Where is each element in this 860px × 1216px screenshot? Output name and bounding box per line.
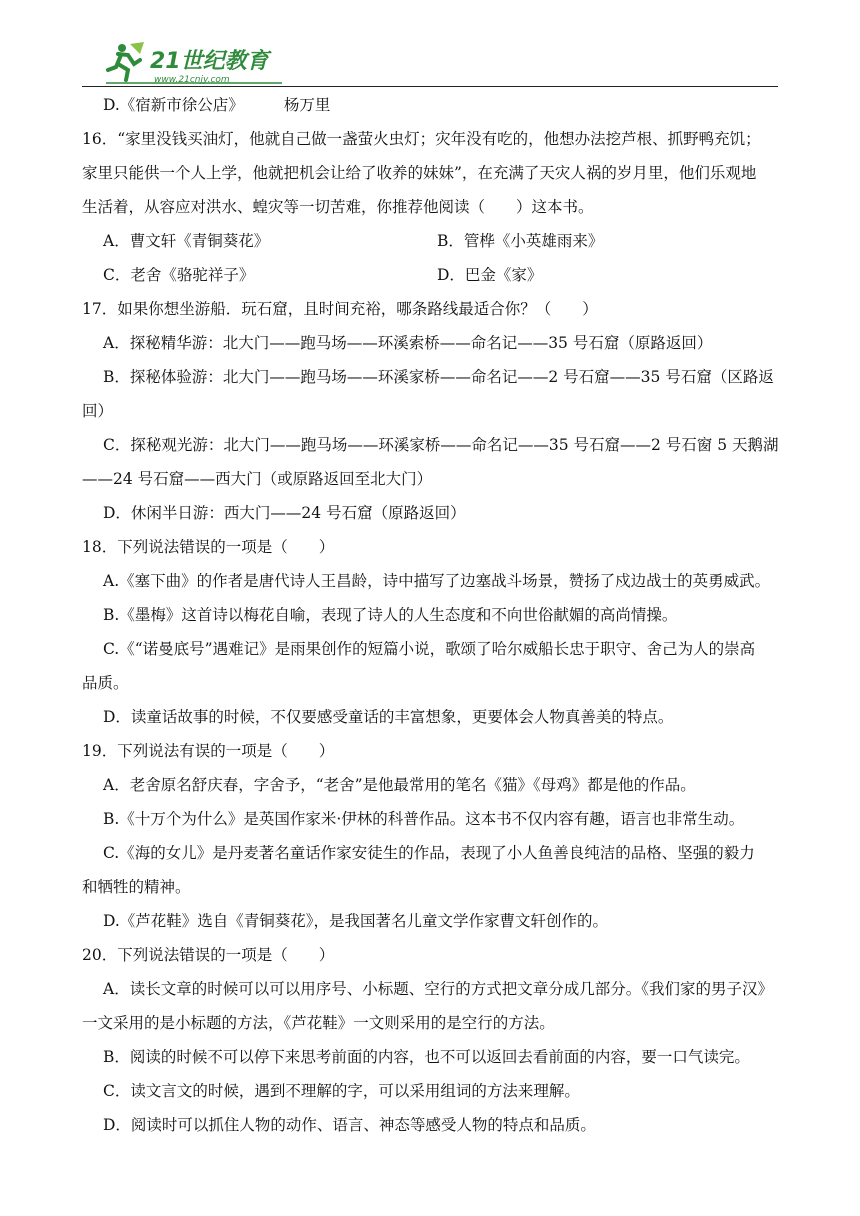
logo-url: www.21cnjy.com [154,75,230,85]
option-c-cont: 品质。 [82,674,129,692]
site-logo [104,40,284,86]
page-header [82,36,778,88]
question-17-stem: 17．如果你想坐游船．玩石窟，且时间充裕，哪条路线最适合你？（ ） [82,300,598,318]
option-line: D.《宿新市徐公店》 杨万里 [103,96,331,114]
option-c-cont: 和牺牲的精神。 [82,878,191,896]
option-b: B.《十万个为什么》是英国作家米·伊林的科普作品。这本书不仅内容有趣，语言也非常生动。 [103,810,745,828]
option-a: A．探秘精华游：北大门——跑马场——环溪索桥——命名记——35 号石窟（原路返回） [103,334,713,352]
option-d: D．读童话故事的时候，不仅要感受童话的丰富想象，更要体会人物真善美的特点。 [103,708,674,726]
question-16-stem: 16．“家里没钱买油灯，他就自己做一盏萤火虫灯；灾年没有吃的，他想办法挖芦根、抓野鸭充饥； [82,130,761,148]
option-a: A．读长文章的时候可以可以用序号、小标题、空行的方式把文章分成几部分。《我们家的男子汉》 [103,980,773,998]
question-16-stem: 家里只能供一个人上学，他就把机会让给了收养的妹妹”，在充满了天灾人祸的岁月里，他们乐观地 [82,164,757,182]
option-d: D．休闲半日游：西大门——24 号石窟（原路返回） [103,504,466,522]
option-b: B．管桦《小英雄雨来》 [437,232,604,250]
option-c: C.《海的女儿》是丹麦著名童话作家安徒生的作品，表现了小人鱼善良纯洁的品格、坚强的毅力 [103,844,755,862]
header-rule [82,86,778,87]
option-a: A．曹文轩《青铜葵花》 [103,232,270,250]
option-a: A．老舍原名舒庆春，字舍予，“老舍”是他最常用的笔名《猫》《母鸡》都是他的作品。 [103,776,696,794]
option-c: C．老舍《骆驼祥子》 [103,266,255,284]
question-content [82,88,778,1142]
option-b: B.《墨梅》这首诗以梅花自喻，表现了诗人的人生态度和不向世俗献媚的高尚情操。 [103,606,678,624]
question-18-stem: 18．下列说法错误的一项是（ ） [82,538,335,556]
option-row [82,258,778,292]
option-b-cont: 回） [82,402,114,420]
runner-icon [108,42,144,80]
option-a: A.《塞下曲》的作者是唐代诗人王昌龄，诗中描写了边塞战斗场景，赞扬了戍边战士的英勇威武。 [103,572,771,590]
option-row [82,224,778,258]
question-19-stem: 19．下列说法有误的一项是（ ） [82,742,335,760]
option-a-cont: 一文采用的是小标题的方法，《芦花鞋》一文则采用的是空行的方法。 [82,1014,555,1032]
option-d: D．阅读时可以抓住人物的动作、语言、神态等感受人物的特点和品质。 [103,1116,596,1134]
option-c: C.《“诺曼底号”遇难记》是雨果创作的短篇小说，歌颂了哈尔威船长忠于职守、舍己为人的崇高 [103,640,756,658]
option-c-cont: ——24 号石窟——西大门（或原路返回至北大门） [82,470,433,488]
option-d: D．巴金《家》 [437,266,543,284]
question-16-stem: 生活着，从容应对洪水、蝗灾等一切苦难，你推荐他阅读（ ）这本书。 [82,198,594,216]
option-c: C．探秘观光游：北大门——跑马场——环溪家桥——命名记——35 号石窟——2 号石窗 5 天鹅湖 [103,436,779,454]
option-c: C．读文言文的时候，遇到不理解的字，可以采用组词的方法来理解。 [103,1082,580,1100]
question-20-stem: 20．下列说法错误的一项是（ ） [82,946,335,964]
logo-text: 21世纪教育 [150,49,269,74]
option-b: B．阅读的时候不可以停下来思考前面的内容，也不可以返回去看前面的内容，要一口气读完。 [103,1048,750,1066]
option-b: B．探秘体验游：北大门——跑马场——环溪家桥——命名记——2 号石窟——35 号石窟（区路返 [103,368,774,386]
option-d: D.《芦花鞋》选自《青铜葵花》，是我国著名儿童文学作家曹文轩创作的。 [103,912,609,930]
